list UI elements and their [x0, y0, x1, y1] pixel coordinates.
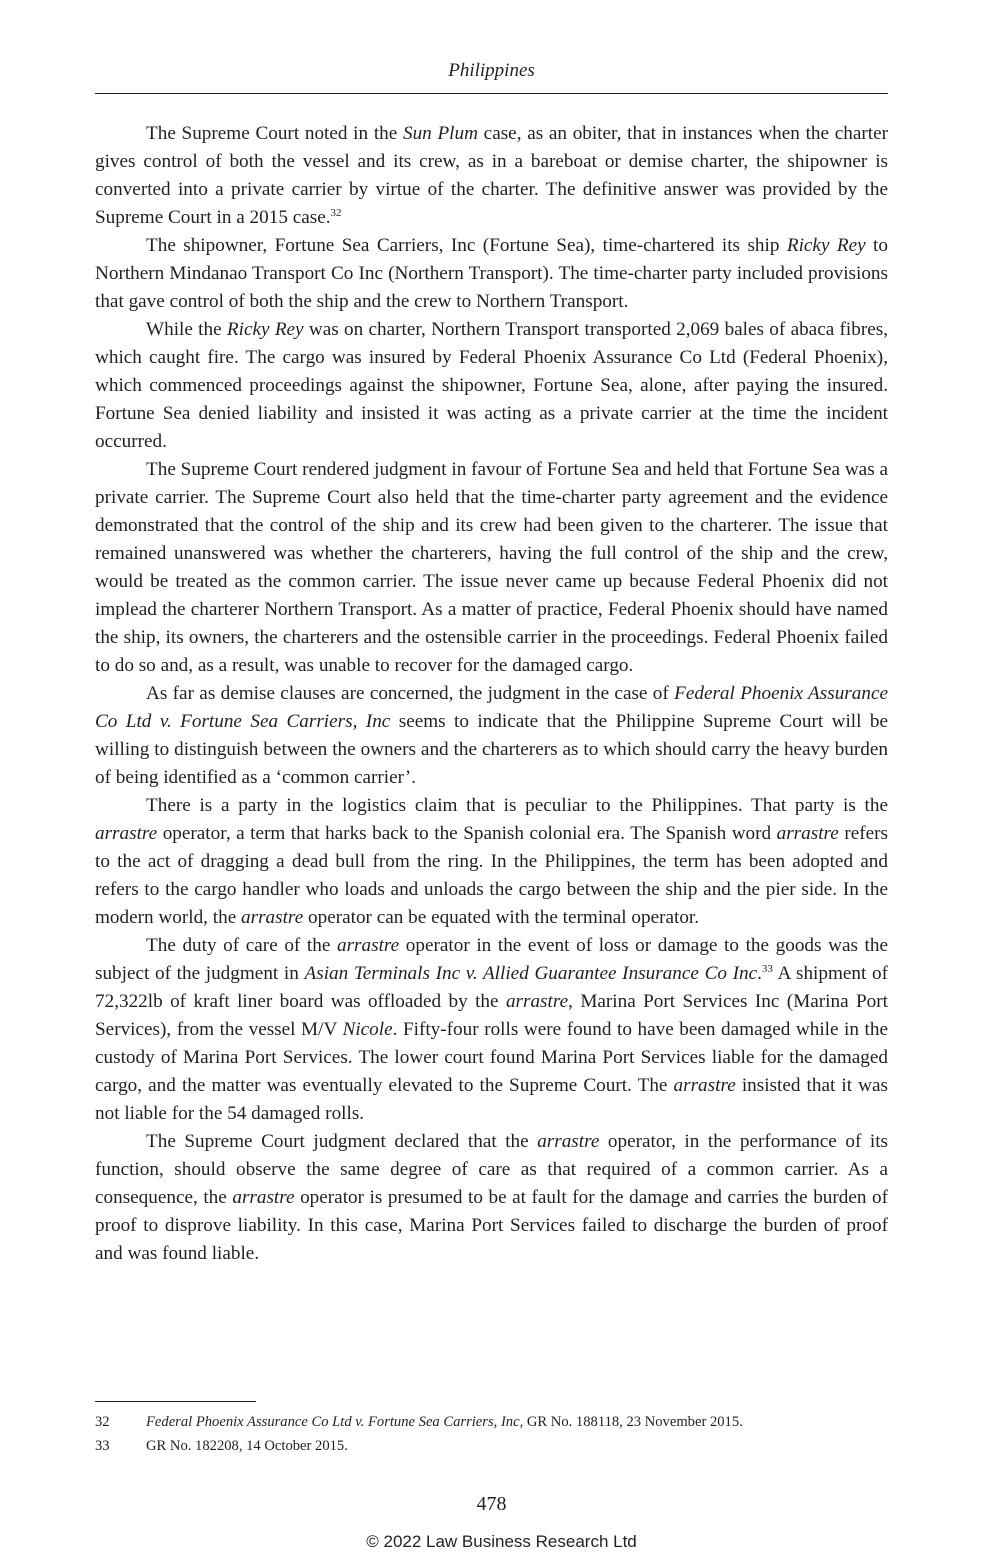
italic-text: arrastre — [232, 1187, 295, 1208]
text-run: There is a party in the logistics claim that is peculiar to the Philippines. That party is the — [146, 795, 888, 816]
body-text — [95, 120, 888, 1268]
text-run: . Fifty-four rolls were found to have been damaged while in the custody of Marina Port Services. The lower court found Marina Port Services liable for the damaged cargo, and the matter was eventually elevated to the Supreme Court. The — [95, 1019, 888, 1096]
text-run: The shipowner, Fortune Sea Carriers, Inc (Fortune Sea), time-chartered its ship — [146, 235, 787, 256]
footnote-text — [146, 1410, 743, 1434]
paragraph — [95, 680, 888, 792]
text-run: The Supreme Court rendered judgment in favour of Fortune Sea and held that Fortune Sea was a private carrier. The Supreme Court also held that the time-charter party agreement and the evidence demonstrated that the control of the ship and its crew had been given to the charterer. The issue that remained unanswered was whether the charterers, having the full control of the ship and the crew, would be treated as the common carrier. The issue never came up because Federal Phoenix did not implead the charterer Northern Transport. As a matter of practice, Federal Phoenix should have named the ship, its owners, the charterers and the ostensible carrier in the proceedings. Federal Phoenix failed to do so and, as a result, was unable to recover for the damaged cargo. — [95, 459, 888, 676]
text-run: . — [757, 963, 762, 984]
paragraph — [95, 456, 888, 680]
header-rule — [95, 93, 888, 94]
text-run: was on charter, Northern Transport transported 2,069 bales of abaca fibres, which caught fire. The cargo was insured by Federal Phoenix Assurance Co Ltd (Federal Phoenix), which commenced proceedings against the shipowner, Fortune Sea, alone, after paying the insured. Fortune Sea denied liability and insisted it was acting as a private carrier at the time the incident occurred. — [95, 319, 889, 452]
footnote-reference: 33 — [761, 963, 773, 975]
text-run: operator can be equated with the terminal operator. — [303, 907, 700, 928]
footnote-reference: 32 — [330, 207, 342, 219]
paragraph — [95, 316, 888, 456]
text-run: As far as demise clauses are concerned, the judgment in the case of — [146, 683, 675, 704]
paragraph — [95, 232, 888, 316]
text-run: While the — [146, 319, 227, 340]
text-run: A shipment of 72,322lb of kraft liner board was offloaded by the — [95, 963, 888, 1012]
text-run: GR No. 182208, 14 October 2015. — [146, 1438, 348, 1454]
footnote-number: 32 — [95, 1414, 110, 1430]
text-run: , Marina Port Services Inc (Marina Port Services), from the vessel M/V — [95, 991, 888, 1040]
text-run: insisted that it was not liable for the 54 damaged rolls. — [95, 1075, 888, 1124]
italic-text: arrastre — [95, 823, 158, 844]
footnote — [95, 1434, 888, 1458]
italic-text: Federal Phoenix Assurance Co Ltd v. Fortune Sea Carriers, Inc — [95, 683, 888, 732]
text-run: operator is presumed to be at fault for the damage and carries the burden of proof to disprove liability. In this case, Marina Port Services failed to discharge the burden of proof and was found liable. — [95, 1187, 888, 1264]
paragraph — [95, 120, 888, 232]
copyright-notice: © 2022 Law Business Research Ltd — [366, 1532, 637, 1551]
text-run: to Northern Mindanao Transport Co Inc (Northern Transport). The time-charter party included provisions that gave control of both the ship and the crew to Northern Transport. — [95, 235, 888, 312]
italic-text: arrastre — [505, 991, 569, 1012]
text-run: The Supreme Court noted in the — [146, 123, 403, 144]
italic-text: Nicole — [342, 1019, 393, 1040]
italic-text: arrastre — [241, 907, 304, 928]
footnote-text — [146, 1434, 348, 1458]
footnote — [95, 1410, 888, 1434]
footnotes — [95, 1410, 888, 1458]
text-run: , GR No. 188118, 23 November 2015. — [519, 1414, 743, 1430]
footnote-rule — [95, 1401, 256, 1402]
text-run: The Supreme Court judgment declared that the — [146, 1131, 538, 1152]
italic-text: arrastre — [336, 935, 400, 956]
text-run: operator in the event of loss or damage to the goods was the subject of the judgment in — [95, 935, 888, 984]
running-header: Philippines — [448, 60, 535, 81]
text-run: The duty of care of the — [146, 935, 337, 956]
italic-text: Asian Terminals Inc v. Allied Guarantee Insurance Co Inc — [304, 963, 758, 984]
text-run: operator, a term that harks back to the Spanish colonial era. The Spanish word — [157, 823, 777, 844]
text-run: case, as an obiter, that in instances when the charter gives control of both the vessel and its crew, as in a bareboat or demise charter, the shipowner is converted into a private carrier by virtue of the charter. The definitive answer was provided by the Supreme Court in a 2015 case. — [95, 123, 888, 228]
italic-text: Ricky Rey — [226, 319, 304, 340]
paragraph — [95, 792, 888, 932]
italic-text: arrastre — [673, 1075, 736, 1096]
footnote-number: 33 — [95, 1438, 110, 1454]
italic-text: Federal Phoenix Assurance Co Ltd v. Fortune Sea Carriers, Inc — [146, 1414, 520, 1430]
page-number: 478 — [476, 1493, 507, 1515]
italic-text: Ricky Rey — [786, 235, 866, 256]
text-run: operator, in the performance of its function, should observe the same degree of care as that required of a common carrier. As a consequence, the — [95, 1131, 888, 1208]
paragraph — [95, 1128, 888, 1268]
italic-text: arrastre — [537, 1131, 600, 1152]
italic-text: arrastre — [776, 823, 839, 844]
text-run: refers to the act of dragging a dead bull from the ring. In the Philippines, the term has been adopted and refers to the cargo handler who loads and unloads the cargo between the ship and the pier side. In the modern world, the — [95, 823, 888, 928]
italic-text: Sun Plum — [402, 123, 478, 144]
text-run: seems to indicate that the Philippine Supreme Court will be willing to distinguish between the owners and the charterers as to which should carry the heavy burden of being identified as a ‘common carrier’. — [95, 711, 888, 788]
paragraph — [95, 932, 888, 1128]
